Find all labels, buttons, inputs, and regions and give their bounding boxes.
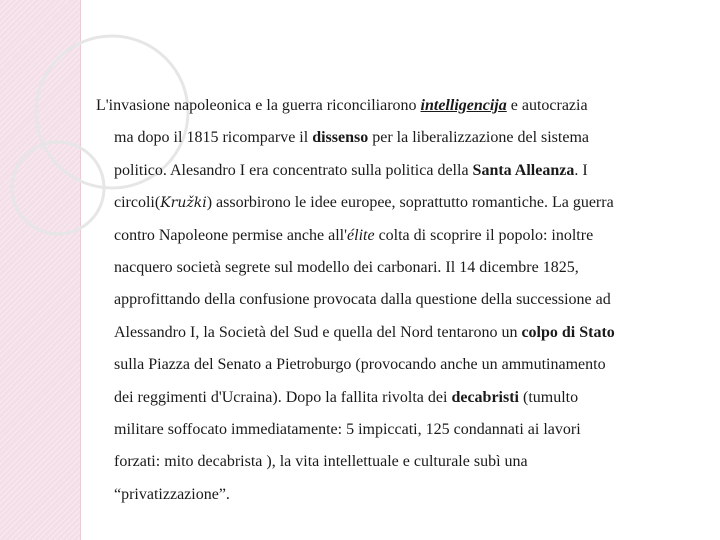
text-line-9: sulla Piazza del Senato a Pietroburgo (provocando anche un ammutinamento bbox=[114, 356, 606, 374]
text-line-3: politico. Alesandro I era concentrato sulla politica della Santa Alleanza. I bbox=[114, 161, 588, 179]
term-intelligencija: intelligencija bbox=[420, 97, 507, 114]
text-line-6: nacquero società segrete sul modello dei carbonari. Il 14 dicembre 1825, bbox=[114, 258, 579, 276]
term-elite: élite bbox=[347, 226, 375, 244]
text-line-12: forzati: mito decabrista ), la vita intellettuale e culturale subì una bbox=[114, 453, 528, 471]
text-line-5: contro Napoleone permise anche all'élite colta di scoprire il popolo: inoltre bbox=[114, 226, 594, 244]
term-kruzki: Kružki bbox=[160, 195, 207, 212]
term-santa-alleanza: Santa Alleanza bbox=[472, 161, 575, 179]
text-line-11: militare soffocato immediatamente: 5 impiccati, 125 condannati ai lavori bbox=[114, 420, 581, 438]
text-line-2: ma dopo il 1815 ricomparve il dissenso per la liberalizzazione del sistema bbox=[114, 129, 589, 147]
decorative-ring-small bbox=[12, 142, 104, 234]
text-line-8: Alessandro I, la Società del Sud e quella del Nord tentarono un colpo di Stato bbox=[114, 323, 615, 341]
term-decabristi: decabristi bbox=[451, 388, 519, 406]
term-dissenso: dissenso bbox=[312, 129, 369, 147]
text-line-4: circoli(Kružki) assorbirono le idee europee, soprattutto romantiche. La guerra bbox=[114, 194, 614, 212]
text-line-7: approfittando della confusione provocata dalla questione della successione ad bbox=[114, 291, 611, 309]
text-line-1: L'invasione napoleonica e la guerra riconciliarono intelligencija e autocrazia bbox=[96, 97, 588, 114]
text-line-13: “privatizzazione”. bbox=[114, 485, 230, 503]
slide-body-text bbox=[96, 90, 696, 511]
term-colpo-di-stato: colpo di Stato bbox=[521, 323, 615, 341]
text-line-10: dei reggimenti d'Ucraina). Dopo la fallita rivolta dei decabristi (tumulto bbox=[114, 388, 579, 406]
